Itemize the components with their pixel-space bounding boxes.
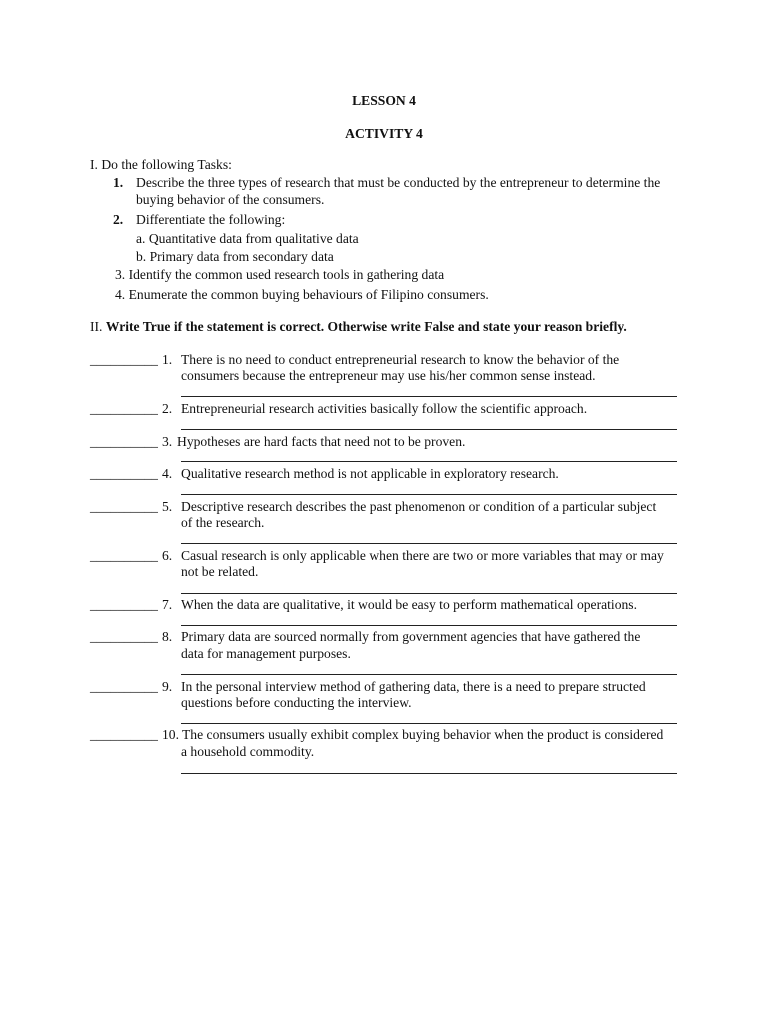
statement-line1: Entrepreneurial research activities basically follow the scientific approach. bbox=[181, 401, 588, 416]
item-number: 1. bbox=[162, 352, 173, 367]
answer-blank[interactable]: __________ bbox=[90, 629, 158, 644]
reason-line[interactable] bbox=[181, 773, 677, 774]
statement-line1: When the data are qualitative, it would be easy to perform mathematical operations. bbox=[181, 597, 637, 612]
reason-line[interactable] bbox=[181, 723, 677, 724]
part2-instruction: Write True if the statement is correct. Otherwise write False and state your reason briefly. bbox=[105, 319, 627, 334]
answer-blank[interactable]: __________ bbox=[90, 679, 158, 694]
statement-line1: There is no need to conduct entrepreneurial research to know the behavior of the bbox=[181, 352, 620, 367]
statement-line2: consumers because the entrepreneur may use his/her common sense instead. bbox=[181, 368, 596, 383]
answer-blank[interactable]: __________ bbox=[90, 727, 158, 742]
statement-line1: Descriptive research describes the past phenomenon or condition of a particular subject bbox=[181, 499, 657, 514]
part2-roman: II. bbox=[90, 319, 103, 334]
item-number: 7. bbox=[162, 597, 173, 612]
statement-line1: The consumers usually exhibit complex buying behavior when the product is considered bbox=[182, 727, 664, 742]
lesson-title: LESSON 4 bbox=[352, 93, 416, 108]
answer-blank[interactable]: __________ bbox=[90, 499, 158, 514]
item-number: 10. bbox=[162, 727, 179, 742]
answer-blank[interactable]: __________ bbox=[90, 597, 158, 612]
item-number: 8. bbox=[162, 629, 173, 644]
item-number: 5. bbox=[162, 499, 173, 514]
reason-line[interactable] bbox=[181, 625, 677, 626]
reason-line[interactable] bbox=[181, 674, 677, 675]
reason-line[interactable] bbox=[181, 494, 677, 495]
answer-blank[interactable]: __________ bbox=[90, 466, 158, 481]
part2-heading bbox=[90, 319, 627, 336]
statement-line2: not be related. bbox=[181, 564, 259, 579]
reason-line[interactable] bbox=[181, 461, 677, 462]
task1-text-line2: buying behavior of the consumers. bbox=[136, 192, 325, 207]
statement-line2: of the research. bbox=[181, 515, 265, 530]
task1-text-line1: Describe the three types of research that must be conducted by the entrepreneur to determine the bbox=[136, 175, 661, 190]
statement-line1: Qualitative research method is not applicable in exploratory research. bbox=[181, 466, 559, 481]
statement-line1: Casual research is only applicable when there are two or more variables that may or may bbox=[181, 548, 664, 563]
answer-blank[interactable]: __________ bbox=[90, 548, 158, 563]
answer-blank[interactable]: __________ bbox=[90, 352, 158, 367]
statement-line1: In the personal interview method of gathering data, there is a need to prepare structed bbox=[181, 679, 646, 694]
reason-line[interactable] bbox=[181, 429, 677, 430]
task2-number: 2. bbox=[113, 212, 124, 227]
item-number: 9. bbox=[162, 679, 173, 694]
reason-line[interactable] bbox=[181, 396, 677, 397]
task3-text: 3. Identify the common used research tools in gathering data bbox=[115, 267, 445, 282]
task1-number: 1. bbox=[113, 175, 124, 190]
task2-text: Differentiate the following: bbox=[136, 212, 286, 227]
task2-item-a: a. Quantitative data from qualitative data bbox=[136, 231, 359, 246]
item-number: 4. bbox=[162, 466, 173, 481]
activity-title: ACTIVITY 4 bbox=[345, 126, 423, 141]
statement-line2: data for management purposes. bbox=[181, 646, 351, 661]
statement-line1: Hypotheses are hard facts that need not to be proven. bbox=[177, 434, 466, 449]
statement-line1: Primary data are sourced normally from government agencies that have gathered the bbox=[181, 629, 641, 644]
item-number: 6. bbox=[162, 548, 173, 563]
part1-heading: I. Do the following Tasks: bbox=[90, 157, 232, 172]
task4-text: 4. Enumerate the common buying behaviours of Filipino consumers. bbox=[115, 287, 489, 302]
reason-line[interactable] bbox=[181, 543, 677, 544]
statement-line2: a household commodity. bbox=[181, 744, 315, 759]
reason-line[interactable] bbox=[181, 593, 677, 594]
answer-blank[interactable]: __________ bbox=[90, 434, 158, 449]
statement-line2: questions before conducting the interview. bbox=[181, 695, 412, 710]
item-number: 2. bbox=[162, 401, 173, 416]
task2-item-b: b. Primary data from secondary data bbox=[136, 249, 334, 264]
item-number: 3. bbox=[162, 434, 173, 449]
answer-blank[interactable]: __________ bbox=[90, 401, 158, 416]
